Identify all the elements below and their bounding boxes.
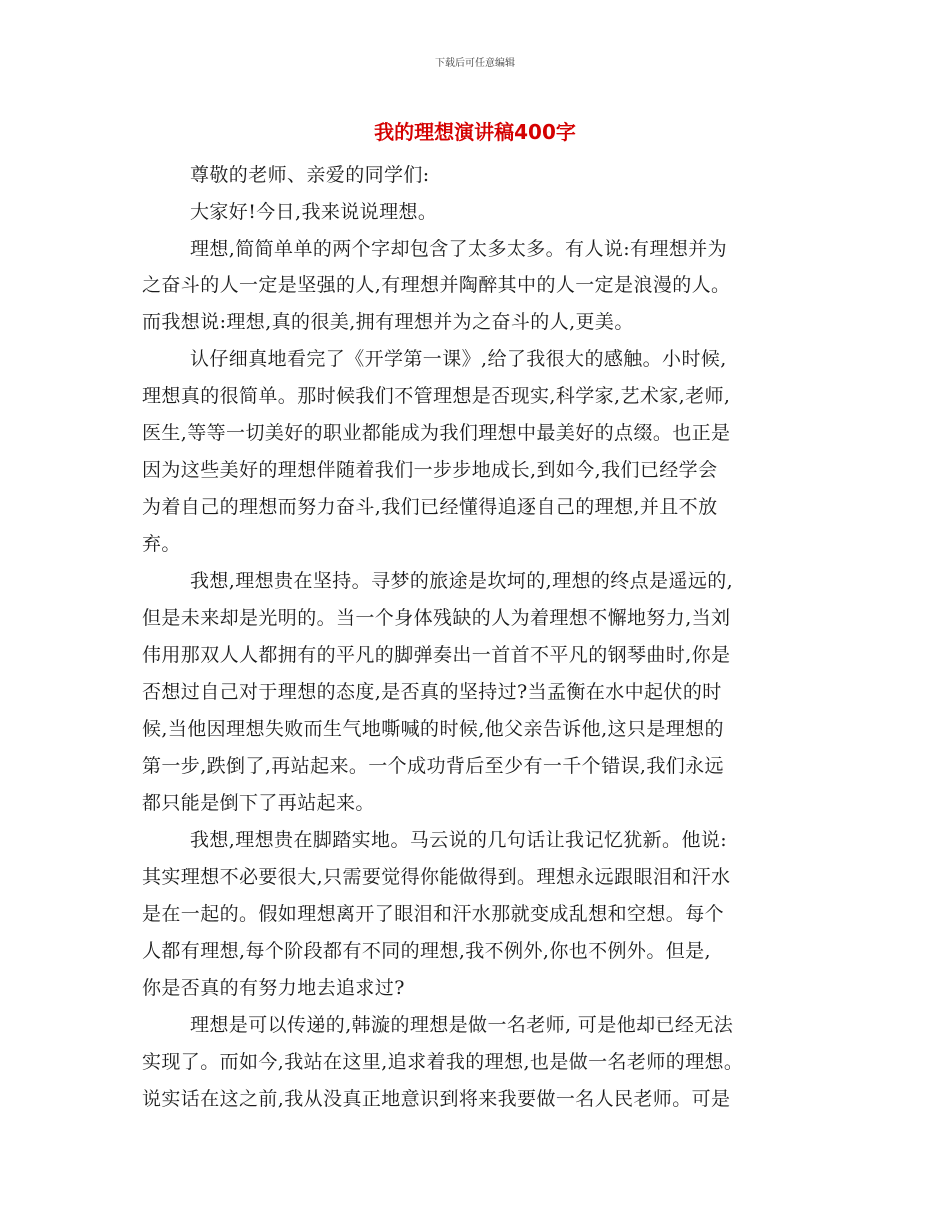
text-line: 都只能是倒下了再站起来。 bbox=[142, 792, 375, 814]
text-line: 候,当他因理想失败而生气地嘶喊的时候,他父亲告诉他,这只是理想的 bbox=[142, 718, 724, 740]
text-line: 弃。 bbox=[142, 533, 181, 555]
text-line: 尊敬的老师、亲爱的同学们: bbox=[190, 164, 430, 186]
text-line: 我想,理想贵在脚踏实地。马云说的几句话让我记忆犹新。他说: bbox=[190, 829, 728, 851]
text-line: 说实话在这之前,我从没真正地意识到将来我要做一名人民老师。可是 bbox=[142, 1088, 731, 1110]
document-title: 我的理想演讲稿400字 bbox=[374, 120, 576, 144]
text-line: 因为这些美好的理想伴随着我们一步步地成长,到如今,我们已经学会 bbox=[142, 459, 718, 481]
text-line: 而我想说:理想,真的很美,拥有理想并为之奋斗的人,更美。 bbox=[142, 311, 634, 333]
text-line: 人都有理想,每个阶段都有不同的理想,我不例外,你也不例外。但是, bbox=[142, 940, 711, 962]
text-line: 理想,简简单单的两个字却包含了太多太多。有人说:有理想并为 bbox=[190, 238, 728, 260]
text-line: 实现了。而如今,我站在这里,追求着我的理想,也是做一名老师的理想。 bbox=[142, 1051, 744, 1073]
text-line: 为着自己的理想而努力奋斗,我们已经懂得追逐自己的理想,并且不放 bbox=[142, 496, 718, 518]
text-line: 其实理想不必要很大,只需要觉得你能做得到。理想永远跟眼泪和汗水 bbox=[142, 866, 731, 888]
text-line: 是在一起的。假如理想离开了眼泪和汗水那就变成乱想和空想。每个 bbox=[142, 903, 725, 925]
text-line: 大家好!今日,我来说说理想。 bbox=[190, 201, 438, 223]
text-line: 医生,等等一切美好的职业都能成为我们理想中最美好的点缀。也正是 bbox=[142, 422, 731, 444]
text-line: 认仔细真地看完了《开学第一课》,给了我很大的感触。小时候, bbox=[190, 348, 727, 370]
text-line: 之奋斗的人一定是坚强的人,有理想并陶醉其中的人一定是浪漫的人。 bbox=[142, 274, 731, 296]
text-line: 你是否真的有努力地去追求过? bbox=[142, 977, 405, 999]
text-line: 第一步,跌倒了,再站起来。一个成功背后至少有一千个错误,我们永远 bbox=[142, 755, 724, 777]
text-line: 理想真的很简单。那时候我们不管理想是否现实,科学家,艺术家,老师, bbox=[142, 385, 731, 407]
text-line: 但是未来却是光明的。当一个身体残缺的人为着理想不懈地努力,当刘 bbox=[142, 607, 731, 629]
text-line: 我想,理想贵在坚持。寻梦的旅途是坎坷的,理想的终点是遥远的, bbox=[190, 570, 734, 592]
text-line: 否想过自己对于理想的态度,是否真的坚持过?当孟衡在水中起伏的时 bbox=[142, 681, 722, 703]
text-line: 伟用那双人人都拥有的平凡的脚弹奏出一首首不平凡的钢琴曲时,你是 bbox=[142, 644, 731, 666]
text-line: 理想是可以传递的,韩漩的理想是做一名老师, 可是他却已经无法 bbox=[190, 1014, 734, 1036]
page-header: 下载后可任意编辑 bbox=[435, 58, 515, 69]
